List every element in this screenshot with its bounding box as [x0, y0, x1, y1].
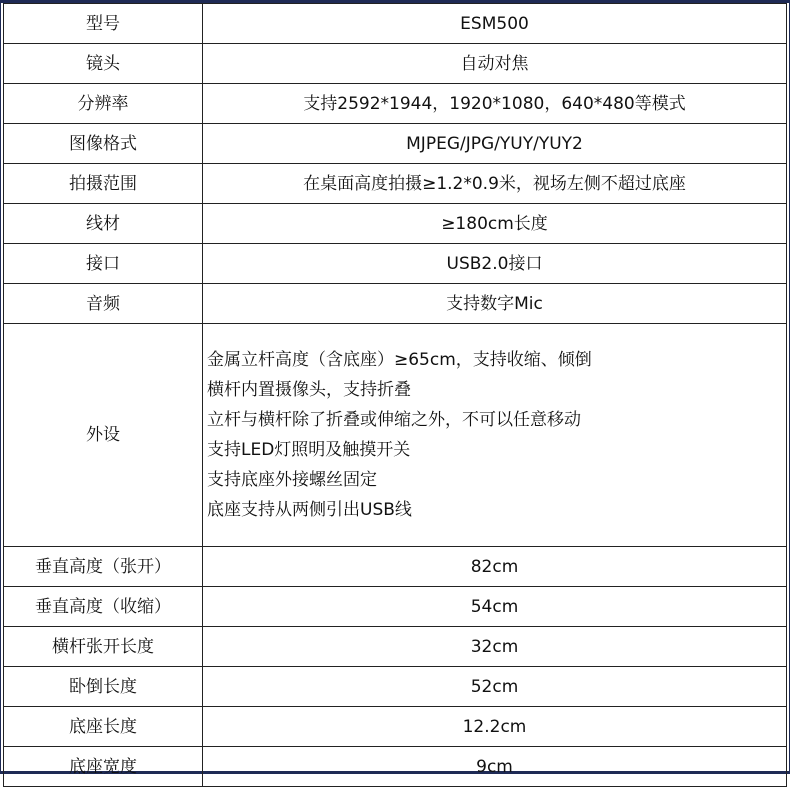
table-row [4, 124, 787, 164]
row-value: 12.2cm [203, 707, 787, 747]
row-value: ESM500 [203, 4, 787, 44]
spec-table [3, 3, 787, 787]
row-label: 图像格式 [4, 124, 203, 164]
row-label: 底座宽度 [4, 747, 203, 787]
peripheral-line: 支持LED灯照明及触摸开关 [207, 440, 411, 460]
peripheral-line: 横杆内置摄像头，支持折叠 [207, 380, 411, 400]
row-value-multiline [203, 324, 787, 547]
row-label: 线材 [4, 204, 203, 244]
row-label: 接口 [4, 244, 203, 284]
row-label: 拍摄范围 [4, 164, 203, 204]
table-row [4, 84, 787, 124]
row-label: 分辨率 [4, 84, 203, 124]
row-value: 32cm [203, 627, 787, 667]
row-label: 卧倒长度 [4, 667, 203, 707]
row-label: 横杆张开长度 [4, 627, 203, 667]
row-value: 54cm [203, 587, 787, 627]
table-row [4, 204, 787, 244]
row-label: 垂直高度（张开） [4, 547, 203, 587]
table-row [4, 707, 787, 747]
table-row [4, 164, 787, 204]
peripheral-line: 支持底座外接螺丝固定 [207, 470, 377, 490]
table-row [4, 747, 787, 787]
row-label: 型号 [4, 4, 203, 44]
row-value: MJPEG/JPG/YUY/YUY2 [203, 124, 787, 164]
row-label: 垂直高度（收缩） [4, 587, 203, 627]
row-value: 支持2592*1944，1920*1080，640*480等模式 [203, 84, 787, 124]
row-value: 支持数字Mic [203, 284, 787, 324]
peripheral-line: 立杆与横杆除了折叠或伸缩之外，不可以任意移动 [207, 410, 581, 430]
row-label: 底座长度 [4, 707, 203, 747]
table-row [4, 627, 787, 667]
table-row [4, 587, 787, 627]
table-row [4, 667, 787, 707]
row-value: USB2.0接口 [203, 244, 787, 284]
row-value: ≥180cm长度 [203, 204, 787, 244]
table-row [4, 324, 787, 547]
row-value: 在桌面高度拍摄≥1.2*0.9米，视场左侧不超过底座 [203, 164, 787, 204]
table-row [4, 284, 787, 324]
row-label: 镜头 [4, 44, 203, 84]
table-row [4, 44, 787, 84]
table-row [4, 244, 787, 284]
row-label: 音频 [4, 284, 203, 324]
table-row [4, 547, 787, 587]
table-row [4, 4, 787, 44]
peripheral-line: 金属立杆高度（含底座）≥65cm，支持收缩、倾倒 [207, 350, 592, 370]
row-label: 外设 [4, 324, 203, 547]
peripheral-line: 底座支持从两侧引出USB线 [207, 500, 412, 520]
row-value: 9cm [203, 747, 787, 787]
row-value: 82cm [203, 547, 787, 587]
row-value: 自动对焦 [203, 44, 787, 84]
row-value: 52cm [203, 667, 787, 707]
